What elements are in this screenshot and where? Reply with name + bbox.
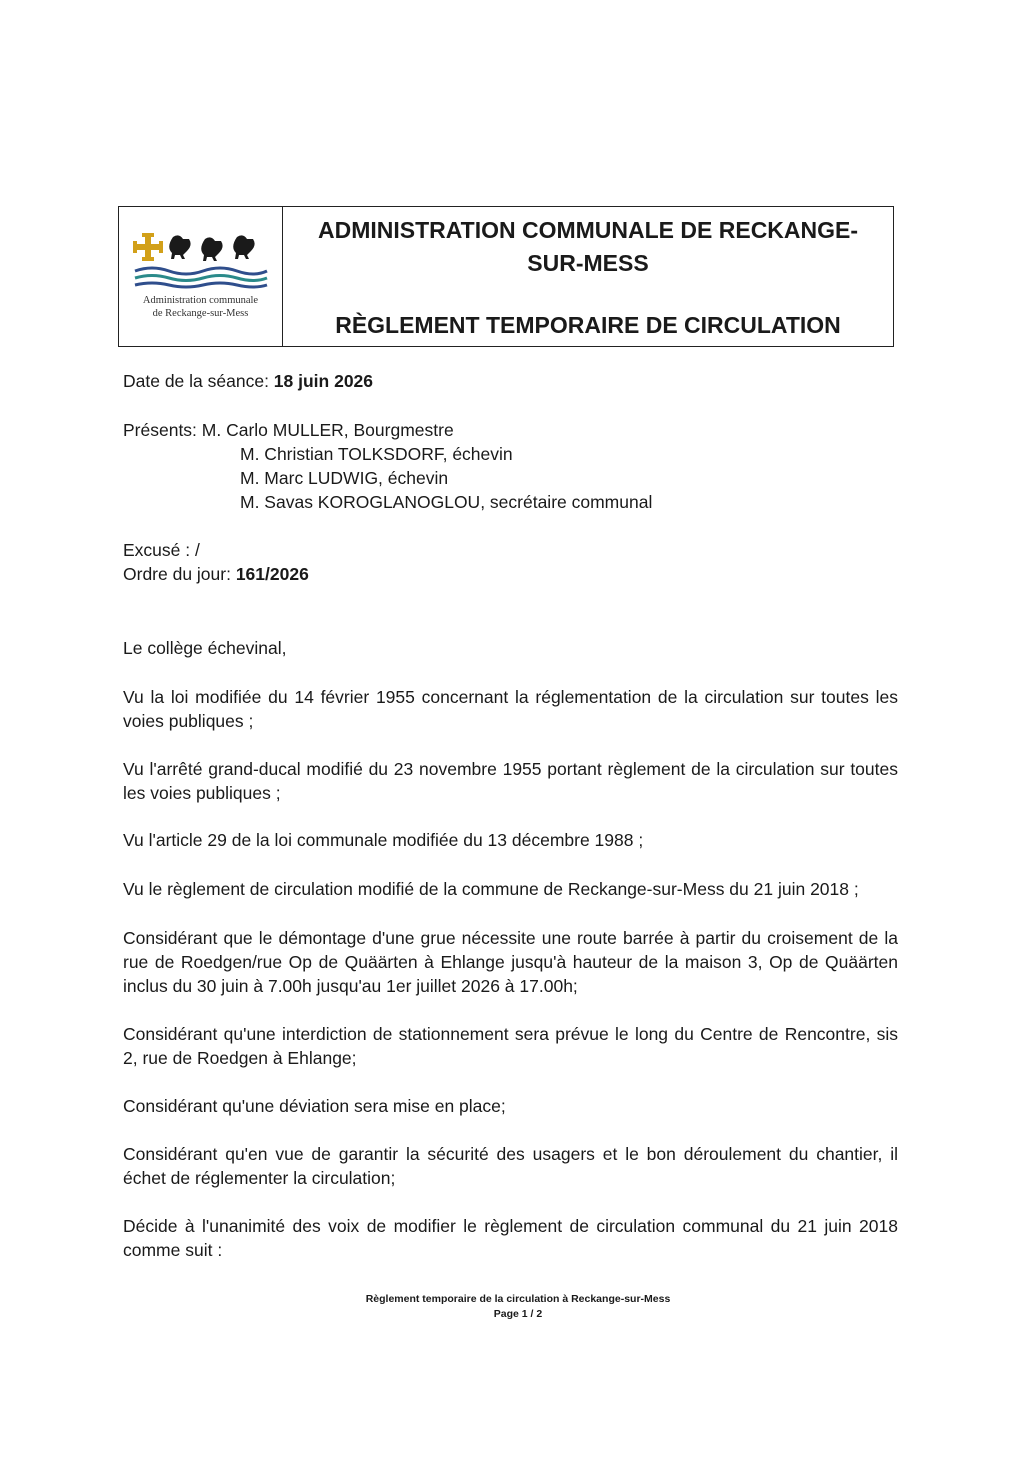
page-footer (0, 1292, 1036, 1322)
session-date-value: 18 juin 2026 (273, 371, 374, 391)
logo-caption-line1: Administration communale (142, 295, 259, 306)
agenda-line (123, 562, 309, 586)
presents-label: Présents: (123, 420, 202, 440)
commune-logo-icon (131, 227, 271, 289)
paragraph-interdiction-stationnement: Considérant qu'une interdiction de stationnement sera prévue le long du Centre de Rencontre, sis 2, rue de Roedgen à Ehlange; (123, 1024, 898, 1068)
paragraph-article-29: Vu l'article 29 de la loi communale modifiée du 13 décembre 1988 ; (123, 830, 644, 850)
present-member: M. Savas KOROGLANOGLOU, secrétaire communal (240, 492, 653, 512)
footer-title: Règlement temporaire de la circulation à Reckange-sur-Mess (365, 1293, 671, 1305)
paragraph-demontage-grue: Considérant que le démontage d'une grue nécessite une route barrée à partir du croisement de la rue de Roedgen/rue Op de Quäärten à Ehlange jusqu'à hauteur de la maison 3, Op de Quäärten inclus du 30 juin à 7.00h jusqu'au 1er juillet 2026 à 17.00h; (123, 928, 898, 996)
session-date (123, 369, 373, 393)
paragraph-loi-1955: Vu la loi modifiée du 14 février 1955 concernant la réglementation de la circulation sur toutes les voies publiques ; (123, 687, 898, 731)
paragraph-decision: Décide à l'unanimité des voix de modifier le règlement de circulation communal du 21 juin 2018 comme suit : (123, 1216, 898, 1260)
paragraph-securite: Considérant qu'en vue de garantir la sécurité des usagers et le bon déroulement du chantier, il échet de réglementer la circulation; (123, 1144, 898, 1188)
present-member: M. Christian TOLKSDORF, échevin (240, 444, 513, 464)
administration-title-line1: ADMINISTRATION COMMUNALE DE RECKANGE- (317, 217, 859, 243)
logo-caption (119, 294, 282, 320)
administration-title-line2: SUR-MESS (527, 250, 649, 276)
agenda-value: 161/2026 (235, 564, 309, 584)
agenda-label: Ordre du jour: (123, 564, 236, 584)
paragraph-arrete-1955: Vu l'arrêté grand-ducal modifié du 23 novembre 1955 portant règlement de la circulation sur toutes les voies publiques ; (123, 759, 898, 803)
document-header (118, 206, 894, 347)
logo-caption-line2: de Reckange-sur-Mess (152, 308, 249, 319)
session-date-label: Date de la séance: (123, 371, 274, 391)
page-number: Page 1 / 2 (493, 1308, 543, 1320)
excuse-line: Excusé : / (123, 540, 200, 560)
paragraph-reglement-2018: Vu le règlement de circulation modifié de la commune de Reckange-sur-Mess du 21 juin 2018 ; (123, 879, 859, 899)
logo-cell (119, 207, 283, 346)
administration-title (293, 214, 883, 280)
paragraph-deviation: Considérant qu'une déviation sera mise en place; (123, 1096, 506, 1116)
presents-line (123, 418, 454, 442)
document-subtitle: RÈGLEMENT TEMPORAIRE DE CIRCULATION (335, 312, 841, 338)
present-member: M. Carlo MULLER, Bourgmestre (201, 420, 454, 440)
title-cell (283, 207, 893, 346)
college-line: Le collège échevinal, (123, 638, 287, 658)
present-member: M. Marc LUDWIG, échevin (240, 468, 449, 488)
